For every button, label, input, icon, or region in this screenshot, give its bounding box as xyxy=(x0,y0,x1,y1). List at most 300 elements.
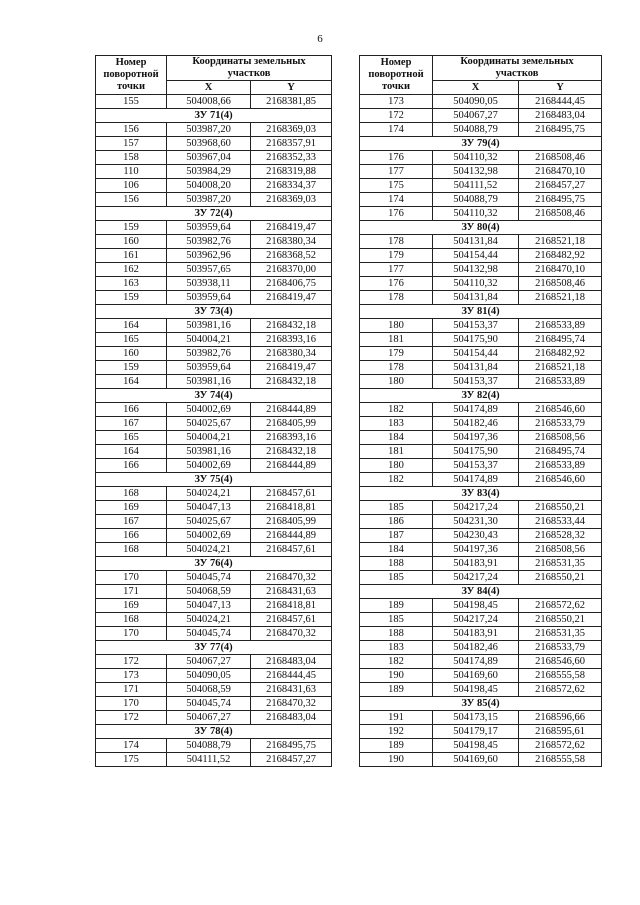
x-coordinate: 504004,21 xyxy=(167,333,251,347)
table-row xyxy=(360,165,602,179)
parcel-group-row xyxy=(96,109,332,123)
x-coordinate: 504132,98 xyxy=(433,263,519,277)
table-row xyxy=(360,445,602,459)
x-coordinate: 503962,96 xyxy=(167,249,251,263)
x-coordinate: 503981,16 xyxy=(167,445,251,459)
table-row xyxy=(96,571,332,585)
point-number: 106 xyxy=(96,179,167,193)
x-coordinate: 504154,44 xyxy=(433,347,519,361)
y-header: Y xyxy=(519,81,602,95)
table-row xyxy=(96,179,332,193)
y-coordinate: 2168508,46 xyxy=(519,277,602,291)
coordinates-table-left xyxy=(95,55,332,767)
y-coordinate: 2168431,63 xyxy=(251,683,332,697)
point-number: 189 xyxy=(360,683,433,697)
y-coordinate: 2168531,35 xyxy=(519,557,602,571)
parcel-group-row xyxy=(360,585,602,599)
parcel-group-row xyxy=(96,641,332,655)
table-row xyxy=(360,319,602,333)
parcel-label: ЗУ 81(4) xyxy=(360,305,602,319)
x-coordinate: 504132,98 xyxy=(433,165,519,179)
x-header: X xyxy=(167,81,251,95)
parcel-group-row xyxy=(360,305,602,319)
parcel-label: ЗУ 72(4) xyxy=(96,207,332,221)
coordinates-header-line: Координаты земельных xyxy=(460,56,574,67)
x-coordinate: 503982,76 xyxy=(167,235,251,249)
table-row xyxy=(360,235,602,249)
point-number: 178 xyxy=(360,291,433,305)
table-row xyxy=(360,571,602,585)
table-row xyxy=(96,739,332,753)
y-coordinate: 2168431,63 xyxy=(251,585,332,599)
y-coordinate: 2168334,37 xyxy=(251,179,332,193)
table-row xyxy=(360,739,602,753)
y-coordinate: 2168531,35 xyxy=(519,627,602,641)
point-number: 162 xyxy=(96,263,167,277)
y-coordinate: 2168444,89 xyxy=(251,459,332,473)
y-coordinate: 2168319,88 xyxy=(251,165,332,179)
parcel-group-row xyxy=(360,487,602,501)
parcel-group-row xyxy=(96,557,332,571)
y-coordinate: 2168533,89 xyxy=(519,375,602,389)
x-coordinate: 504173,15 xyxy=(433,711,519,725)
x-coordinate: 503959,64 xyxy=(167,291,251,305)
coordinates-table-right xyxy=(359,55,602,767)
x-coordinate: 504174,89 xyxy=(433,403,519,417)
y-coordinate: 2168533,79 xyxy=(519,641,602,655)
y-coordinate: 2168508,46 xyxy=(519,207,602,221)
point-number: 167 xyxy=(96,417,167,431)
x-coordinate: 504153,37 xyxy=(433,319,519,333)
x-coordinate: 504047,13 xyxy=(167,599,251,613)
table-row xyxy=(360,179,602,193)
point-number: 181 xyxy=(360,445,433,459)
point-number: 156 xyxy=(96,193,167,207)
table-row xyxy=(96,753,332,767)
y-coordinate: 2168483,04 xyxy=(251,711,332,725)
table-row xyxy=(96,655,332,669)
table-row xyxy=(96,263,332,277)
y-coordinate: 2168432,18 xyxy=(251,375,332,389)
x-coordinate: 504024,21 xyxy=(167,613,251,627)
x-coordinate: 504045,74 xyxy=(167,697,251,711)
right-table-body xyxy=(360,95,602,767)
parcel-label: ЗУ 78(4) xyxy=(96,725,332,739)
y-coordinate: 2168495,75 xyxy=(251,739,332,753)
x-coordinate: 504088,79 xyxy=(433,123,519,137)
x-coordinate: 504111,52 xyxy=(433,179,519,193)
table-row xyxy=(360,109,602,123)
table-row xyxy=(96,515,332,529)
x-coordinate: 504090,05 xyxy=(167,669,251,683)
x-coordinate: 504131,84 xyxy=(433,361,519,375)
table-row xyxy=(360,403,602,417)
point-number: 172 xyxy=(96,711,167,725)
point-number: 191 xyxy=(360,711,433,725)
left-table-body xyxy=(96,95,332,767)
y-coordinate: 2168555,58 xyxy=(519,669,602,683)
y-coordinate: 2168470,32 xyxy=(251,571,332,585)
parcel-group-row xyxy=(96,207,332,221)
table-row xyxy=(360,249,602,263)
point-number: 184 xyxy=(360,543,433,557)
table-row xyxy=(360,123,602,137)
x-coordinate: 504230,43 xyxy=(433,529,519,543)
y-coordinate: 2168550,21 xyxy=(519,501,602,515)
x-coordinate: 504198,45 xyxy=(433,739,519,753)
x-coordinate: 504068,59 xyxy=(167,683,251,697)
table-row xyxy=(96,445,332,459)
point-number: 174 xyxy=(360,123,433,137)
point-number: 180 xyxy=(360,319,433,333)
y-coordinate: 2168550,21 xyxy=(519,613,602,627)
point-number: 160 xyxy=(96,347,167,361)
y-coordinate: 2168418,81 xyxy=(251,599,332,613)
x-coordinate: 504068,59 xyxy=(167,585,251,599)
point-number: 165 xyxy=(96,431,167,445)
table-row xyxy=(96,431,332,445)
y-coordinate: 2168533,89 xyxy=(519,459,602,473)
point-number-header-line: точки xyxy=(116,81,146,92)
table-row xyxy=(96,235,332,249)
table-row xyxy=(96,347,332,361)
y-coordinate: 2168432,18 xyxy=(251,319,332,333)
y-coordinate: 2168521,18 xyxy=(519,291,602,305)
point-number-header xyxy=(96,56,167,95)
point-number-header-line: Номер xyxy=(380,57,412,68)
table-row xyxy=(96,585,332,599)
table-row xyxy=(360,641,602,655)
x-coordinate: 504197,36 xyxy=(433,431,519,445)
point-number: 179 xyxy=(360,249,433,263)
y-coordinate: 2168470,10 xyxy=(519,165,602,179)
y-coordinate: 2168405,99 xyxy=(251,515,332,529)
y-coordinate: 2168470,32 xyxy=(251,627,332,641)
parcel-group-row xyxy=(360,221,602,235)
point-number: 170 xyxy=(96,697,167,711)
x-coordinate: 504169,60 xyxy=(433,753,519,767)
coordinates-header xyxy=(167,56,332,81)
y-coordinate: 2168432,18 xyxy=(251,445,332,459)
parcel-label: ЗУ 76(4) xyxy=(96,557,332,571)
x-coordinate: 504198,45 xyxy=(433,683,519,697)
x-coordinate: 504183,91 xyxy=(433,627,519,641)
y-coordinate: 2168528,32 xyxy=(519,529,602,543)
y-coordinate: 2168546,60 xyxy=(519,655,602,669)
y-coordinate: 2168521,18 xyxy=(519,235,602,249)
y-coordinate: 2168381,85 xyxy=(251,95,332,109)
parcel-label: ЗУ 73(4) xyxy=(96,305,332,319)
parcel-label: ЗУ 82(4) xyxy=(360,389,602,403)
point-number: 186 xyxy=(360,515,433,529)
y-coordinate: 2168533,89 xyxy=(519,319,602,333)
point-number-header-line: поворотной xyxy=(368,69,424,80)
point-number: 183 xyxy=(360,641,433,655)
y-coordinate: 2168457,61 xyxy=(251,487,332,501)
table-row xyxy=(360,501,602,515)
table-row xyxy=(360,151,602,165)
x-coordinate: 504008,20 xyxy=(167,179,251,193)
y-coordinate: 2168457,61 xyxy=(251,543,332,557)
point-number: 172 xyxy=(360,109,433,123)
x-coordinate: 504183,91 xyxy=(433,557,519,571)
parcel-label: ЗУ 74(4) xyxy=(96,389,332,403)
x-coordinate: 504067,27 xyxy=(433,109,519,123)
table-row xyxy=(96,403,332,417)
y-coordinate: 2168444,45 xyxy=(251,669,332,683)
table-row xyxy=(96,165,332,179)
point-number: 189 xyxy=(360,599,433,613)
point-number: 159 xyxy=(96,361,167,375)
point-number: 164 xyxy=(96,319,167,333)
table-row xyxy=(96,683,332,697)
parcel-label: ЗУ 80(4) xyxy=(360,221,602,235)
y-header: Y xyxy=(251,81,332,95)
y-coordinate: 2168482,92 xyxy=(519,249,602,263)
point-number: 165 xyxy=(96,333,167,347)
x-coordinate: 503938,11 xyxy=(167,277,251,291)
point-number: 161 xyxy=(96,249,167,263)
y-coordinate: 2168596,66 xyxy=(519,711,602,725)
x-coordinate: 504045,74 xyxy=(167,627,251,641)
x-coordinate: 504067,27 xyxy=(167,655,251,669)
x-coordinate: 504002,69 xyxy=(167,403,251,417)
point-number: 177 xyxy=(360,263,433,277)
y-coordinate: 2168533,44 xyxy=(519,515,602,529)
parcel-group-row xyxy=(360,137,602,151)
x-coordinate: 504174,89 xyxy=(433,655,519,669)
table-row xyxy=(360,291,602,305)
x-coordinate: 504090,05 xyxy=(433,95,519,109)
y-coordinate: 2168546,60 xyxy=(519,403,602,417)
table-row xyxy=(360,347,602,361)
point-number-header-line: точки xyxy=(381,81,411,92)
x-coordinate: 504174,89 xyxy=(433,473,519,487)
x-coordinate: 504111,52 xyxy=(167,753,251,767)
point-number: 159 xyxy=(96,221,167,235)
point-number: 180 xyxy=(360,459,433,473)
y-coordinate: 2168369,03 xyxy=(251,123,332,137)
table-row xyxy=(360,599,602,613)
x-coordinate: 504047,13 xyxy=(167,501,251,515)
x-coordinate: 504217,24 xyxy=(433,571,519,585)
point-number: 168 xyxy=(96,487,167,501)
point-number: 173 xyxy=(96,669,167,683)
point-number: 181 xyxy=(360,333,433,347)
point-number: 185 xyxy=(360,613,433,627)
y-coordinate: 2168495,74 xyxy=(519,333,602,347)
y-coordinate: 2168419,47 xyxy=(251,361,332,375)
y-coordinate: 2168595,61 xyxy=(519,725,602,739)
x-coordinate: 503957,65 xyxy=(167,263,251,277)
table-row xyxy=(360,543,602,557)
x-coordinate: 504067,27 xyxy=(167,711,251,725)
point-number: 110 xyxy=(96,165,167,179)
x-coordinate: 503959,64 xyxy=(167,221,251,235)
x-coordinate: 504088,79 xyxy=(433,193,519,207)
point-number: 169 xyxy=(96,599,167,613)
point-number: 182 xyxy=(360,473,433,487)
table-row xyxy=(96,375,332,389)
table-row xyxy=(360,361,602,375)
y-coordinate: 2168444,89 xyxy=(251,529,332,543)
x-coordinate: 504175,90 xyxy=(433,445,519,459)
x-coordinate: 504024,21 xyxy=(167,543,251,557)
point-number: 176 xyxy=(360,151,433,165)
y-coordinate: 2168369,03 xyxy=(251,193,332,207)
y-coordinate: 2168572,62 xyxy=(519,739,602,753)
parcel-group-row xyxy=(96,305,332,319)
x-coordinate: 504217,24 xyxy=(433,501,519,515)
x-coordinate: 504110,32 xyxy=(433,151,519,165)
point-number: 188 xyxy=(360,557,433,571)
table-row xyxy=(360,669,602,683)
parcel-label: ЗУ 84(4) xyxy=(360,585,602,599)
x-coordinate: 504002,69 xyxy=(167,529,251,543)
point-number: 172 xyxy=(96,655,167,669)
page-number: 6 xyxy=(317,33,323,45)
table-row xyxy=(360,417,602,431)
table-row xyxy=(96,599,332,613)
table-row xyxy=(360,725,602,739)
y-coordinate: 2168405,99 xyxy=(251,417,332,431)
y-coordinate: 2168470,32 xyxy=(251,697,332,711)
point-number: 169 xyxy=(96,501,167,515)
point-number: 188 xyxy=(360,627,433,641)
y-coordinate: 2168352,33 xyxy=(251,151,332,165)
point-number-header xyxy=(360,56,433,95)
x-coordinate: 503968,60 xyxy=(167,137,251,151)
y-coordinate: 2168495,75 xyxy=(519,193,602,207)
x-coordinate: 504153,37 xyxy=(433,459,519,473)
coordinates-header-line: участков xyxy=(227,68,271,79)
x-coordinate: 504182,46 xyxy=(433,417,519,431)
table-row xyxy=(360,277,602,291)
point-number: 175 xyxy=(360,179,433,193)
y-coordinate: 2168406,75 xyxy=(251,277,332,291)
table-row xyxy=(360,333,602,347)
point-number: 168 xyxy=(96,613,167,627)
x-coordinate: 504025,67 xyxy=(167,417,251,431)
parcel-label: ЗУ 79(4) xyxy=(360,137,602,151)
x-coordinate: 504153,37 xyxy=(433,375,519,389)
y-coordinate: 2168483,04 xyxy=(251,655,332,669)
point-number: 170 xyxy=(96,627,167,641)
y-coordinate: 2168470,10 xyxy=(519,263,602,277)
x-coordinate: 504154,44 xyxy=(433,249,519,263)
coordinates-header xyxy=(433,56,602,81)
parcel-label: ЗУ 83(4) xyxy=(360,487,602,501)
y-coordinate: 2168572,62 xyxy=(519,599,602,613)
y-coordinate: 2168508,56 xyxy=(519,431,602,445)
point-number: 171 xyxy=(96,683,167,697)
table-row xyxy=(96,459,332,473)
x-coordinate: 504110,32 xyxy=(433,277,519,291)
table-row xyxy=(96,249,332,263)
y-coordinate: 2168380,34 xyxy=(251,347,332,361)
point-number: 163 xyxy=(96,277,167,291)
x-coordinate: 504110,32 xyxy=(433,207,519,221)
y-coordinate: 2168393,16 xyxy=(251,431,332,445)
point-number: 166 xyxy=(96,529,167,543)
table-row xyxy=(96,95,332,109)
table-row xyxy=(360,613,602,627)
point-number: 170 xyxy=(96,571,167,585)
parcel-label: ЗУ 71(4) xyxy=(96,109,332,123)
y-coordinate: 2168444,45 xyxy=(519,95,602,109)
y-coordinate: 2168482,92 xyxy=(519,347,602,361)
point-number: 176 xyxy=(360,277,433,291)
point-number: 192 xyxy=(360,725,433,739)
point-number: 182 xyxy=(360,403,433,417)
table-row xyxy=(360,193,602,207)
x-coordinate: 504197,36 xyxy=(433,543,519,557)
point-number: 159 xyxy=(96,291,167,305)
x-coordinate: 504002,69 xyxy=(167,459,251,473)
point-number: 174 xyxy=(96,739,167,753)
x-coordinate: 504217,24 xyxy=(433,613,519,627)
coordinates-header-line: Координаты земельных xyxy=(192,56,306,67)
x-coordinate: 504131,84 xyxy=(433,235,519,249)
y-coordinate: 2168457,27 xyxy=(519,179,602,193)
table-row xyxy=(96,487,332,501)
table-row xyxy=(360,711,602,725)
y-coordinate: 2168444,89 xyxy=(251,403,332,417)
x-coordinate: 504169,60 xyxy=(433,669,519,683)
x-coordinate: 504198,45 xyxy=(433,599,519,613)
x-coordinate: 503967,04 xyxy=(167,151,251,165)
x-header: X xyxy=(433,81,519,95)
y-coordinate: 2168418,81 xyxy=(251,501,332,515)
table-row xyxy=(96,697,332,711)
table-row xyxy=(96,291,332,305)
y-coordinate: 2168508,46 xyxy=(519,151,602,165)
x-coordinate: 504088,79 xyxy=(167,739,251,753)
table-row xyxy=(360,263,602,277)
table-row xyxy=(96,277,332,291)
y-coordinate: 2168495,75 xyxy=(519,123,602,137)
y-coordinate: 2168419,47 xyxy=(251,221,332,235)
table-row xyxy=(360,473,602,487)
y-coordinate: 2168393,16 xyxy=(251,333,332,347)
table-row xyxy=(96,501,332,515)
point-number: 156 xyxy=(96,123,167,137)
point-number: 189 xyxy=(360,739,433,753)
table-row xyxy=(360,753,602,767)
point-number: 166 xyxy=(96,459,167,473)
point-number: 158 xyxy=(96,151,167,165)
point-number-header-line: Номер xyxy=(115,57,147,68)
point-number: 176 xyxy=(360,207,433,221)
x-coordinate: 503959,64 xyxy=(167,361,251,375)
parcel-label: ЗУ 77(4) xyxy=(96,641,332,655)
table-row xyxy=(360,95,602,109)
x-coordinate: 504175,90 xyxy=(433,333,519,347)
table-row xyxy=(360,431,602,445)
point-number: 174 xyxy=(360,193,433,207)
x-coordinate: 504045,74 xyxy=(167,571,251,585)
parcel-label: ЗУ 85(4) xyxy=(360,697,602,711)
parcel-group-row xyxy=(96,725,332,739)
table-row xyxy=(96,613,332,627)
point-number: 167 xyxy=(96,515,167,529)
x-coordinate: 503981,16 xyxy=(167,375,251,389)
table-row xyxy=(96,711,332,725)
point-number: 185 xyxy=(360,501,433,515)
table-row xyxy=(96,543,332,557)
point-number: 185 xyxy=(360,571,433,585)
x-coordinate: 504231,30 xyxy=(433,515,519,529)
